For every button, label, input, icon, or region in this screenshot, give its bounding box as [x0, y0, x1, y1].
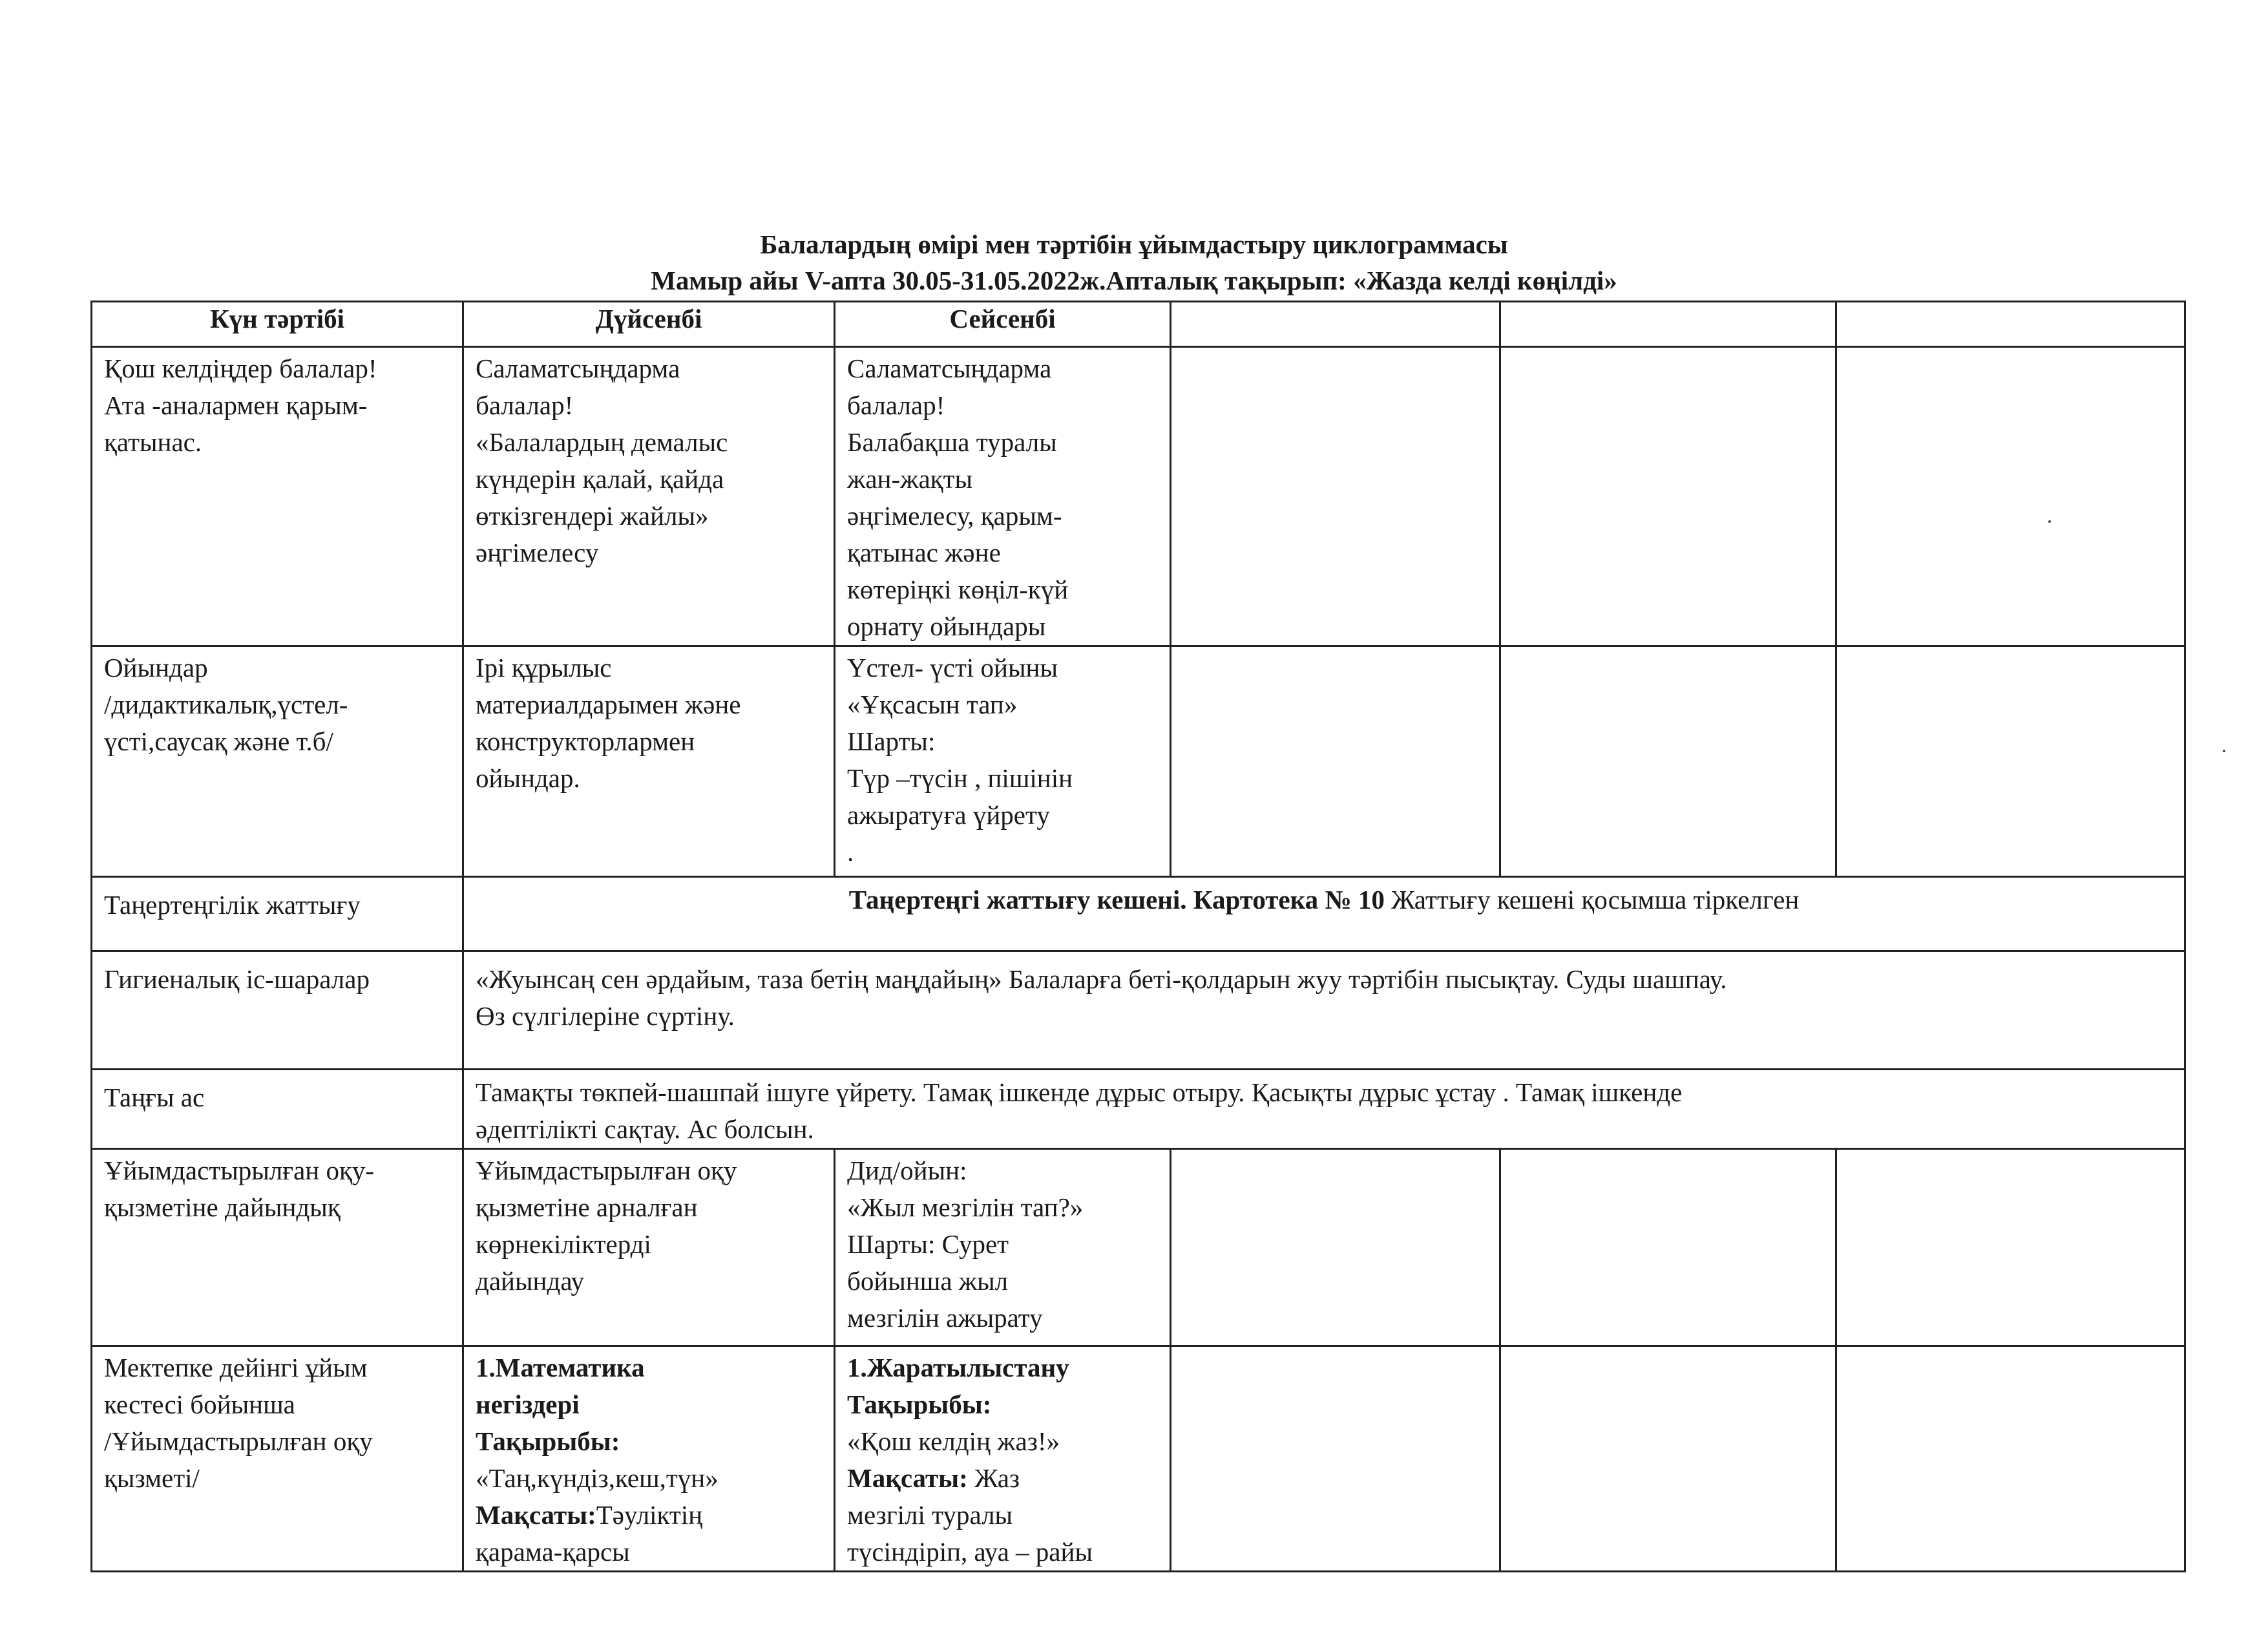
table-row — [92, 646, 2185, 877]
subject-title: 1.Математика негіздері — [476, 1353, 645, 1419]
scan-speck — [2223, 750, 2225, 752]
table-row — [92, 1149, 2185, 1346]
monday-cell — [463, 1346, 835, 1572]
row-label: Гигиеналық іс-шаралар — [92, 951, 463, 1070]
header-day-schedule: Күн тәртібі — [92, 302, 463, 347]
topic-label: Тақырыбы: — [847, 1389, 992, 1419]
empty-cell — [1836, 1149, 2185, 1346]
tuesday-cell: Саламатсыңдарма балалар! Балабақша туралы жан-жақты әңгімелесу, қарым- қатынас және көтеріңкі көңіл-күй орнату ойындары — [835, 347, 1171, 646]
table-row — [92, 1346, 2185, 1572]
row-label: Таңғы ас — [92, 1070, 463, 1149]
row-label: Қош келдіңдер балалар! Ата -аналармен қарым- қатынас. — [92, 347, 463, 646]
header-monday: Дүйсенбі — [463, 302, 835, 347]
goal-text: Жаз мезгілі туралы түсіндіріп, ауа – райы — [847, 1463, 1093, 1567]
exercise-note: Жаттығу кешені қосымша тіркелген — [1384, 885, 1800, 914]
exercise-title: Таңертеңгі жаттығу кешені. Картотека № 10 — [848, 885, 1385, 914]
merged-cell: Тамақты төкпей-шашпай ішуге үйрету. Тамақ ішкенде дұрыс отыру. Қасықты дұрыс ұстау . Тамақ ішкенде әдептілікті сақтау. Ас болсын. — [463, 1070, 2185, 1149]
empty-cell — [1500, 1149, 1836, 1346]
empty-cell — [1836, 646, 2185, 877]
topic-label: Тақырыбы: — [476, 1426, 620, 1456]
row-label: Ұйымдастырылған оқу- қызметіне дайындық — [92, 1149, 463, 1346]
header-empty — [1836, 302, 2185, 347]
empty-cell — [1500, 1346, 1836, 1572]
goal-text: Тәуліктің қарама-қарсы — [476, 1500, 703, 1567]
header-empty — [1171, 302, 1500, 347]
document-title: Балалардың өмірі мен тәртібін ұйымдастыру циклограммасы — [760, 229, 1508, 259]
table-header-row — [92, 302, 2185, 347]
goal-label: Мақсаты: — [847, 1463, 968, 1493]
empty-cell — [1171, 1149, 1500, 1346]
schedule-table — [90, 301, 2186, 1572]
topic-text: «Қош келдің жаз!» — [847, 1426, 1060, 1456]
header-tuesday: Сейсенбі — [835, 302, 1171, 347]
empty-cell — [1836, 1346, 2185, 1572]
table-row — [92, 1070, 2185, 1149]
monday-cell: Ірі құрылыс материалдарымен және конструкторлармен ойындар. — [463, 646, 835, 877]
row-label: Мектепке дейінгі ұйым кестесі бойынша /Ұйымдастырылған оқу қызметі/ — [92, 1346, 463, 1572]
scan-speck — [2048, 520, 2051, 523]
empty-cell — [1836, 347, 2185, 646]
table-row — [92, 877, 2185, 951]
empty-cell — [1171, 646, 1500, 877]
empty-cell — [1171, 1346, 1500, 1572]
subject-title: 1.Жаратылыстану — [847, 1353, 1069, 1382]
table-row — [92, 951, 2185, 1070]
tuesday-cell — [835, 1346, 1171, 1572]
merged-cell: «Жуынсаң сен әрдайым, таза бетің маңдайың» Балаларға беті-қолдарын жуу тәртібін пысықтау. Суды шашпау. Өз сүлгілеріне сүртіну. — [463, 951, 2185, 1070]
empty-cell — [1171, 347, 1500, 646]
merged-cell — [463, 877, 2185, 951]
monday-cell: Саламатсыңдарма балалар! «Балалардың демалыс күндерін қалай, қайда өткізгендері жайлы» әңгімелесу — [463, 347, 835, 646]
monday-cell: Ұйымдастырылған оқу қызметіне арналған көрнекіліктерді дайындау — [463, 1149, 835, 1346]
topic-text: «Таң,күндіз,кеш,түн» — [476, 1463, 719, 1493]
tuesday-cell: Үстел- үсті ойыны «Ұқсасын тап» Шарты: Түр –түсін , пішінін ажыратуға үйрету . — [835, 646, 1171, 877]
goal-label: Мақсаты: — [476, 1500, 596, 1530]
empty-cell — [1500, 347, 1836, 646]
header-empty — [1500, 302, 1836, 347]
tuesday-cell: Дид/ойын: «Жыл мезгілін тап?» Шарты: Сурет бойынша жыл мезгілін ажырату — [835, 1149, 1171, 1346]
document-subtitle: Мамыр айы V-апта 30.05-31.05.2022ж.Апталық тақырып: «Жазда келді көңілді» — [651, 266, 1617, 295]
row-label: Ойындар /дидактикалық,үстел- үсті,саусақ және т.б/ — [92, 646, 463, 877]
table-row — [92, 347, 2185, 646]
empty-cell — [1500, 646, 1836, 877]
row-label: Таңертеңгілік жаттығу — [92, 877, 463, 951]
